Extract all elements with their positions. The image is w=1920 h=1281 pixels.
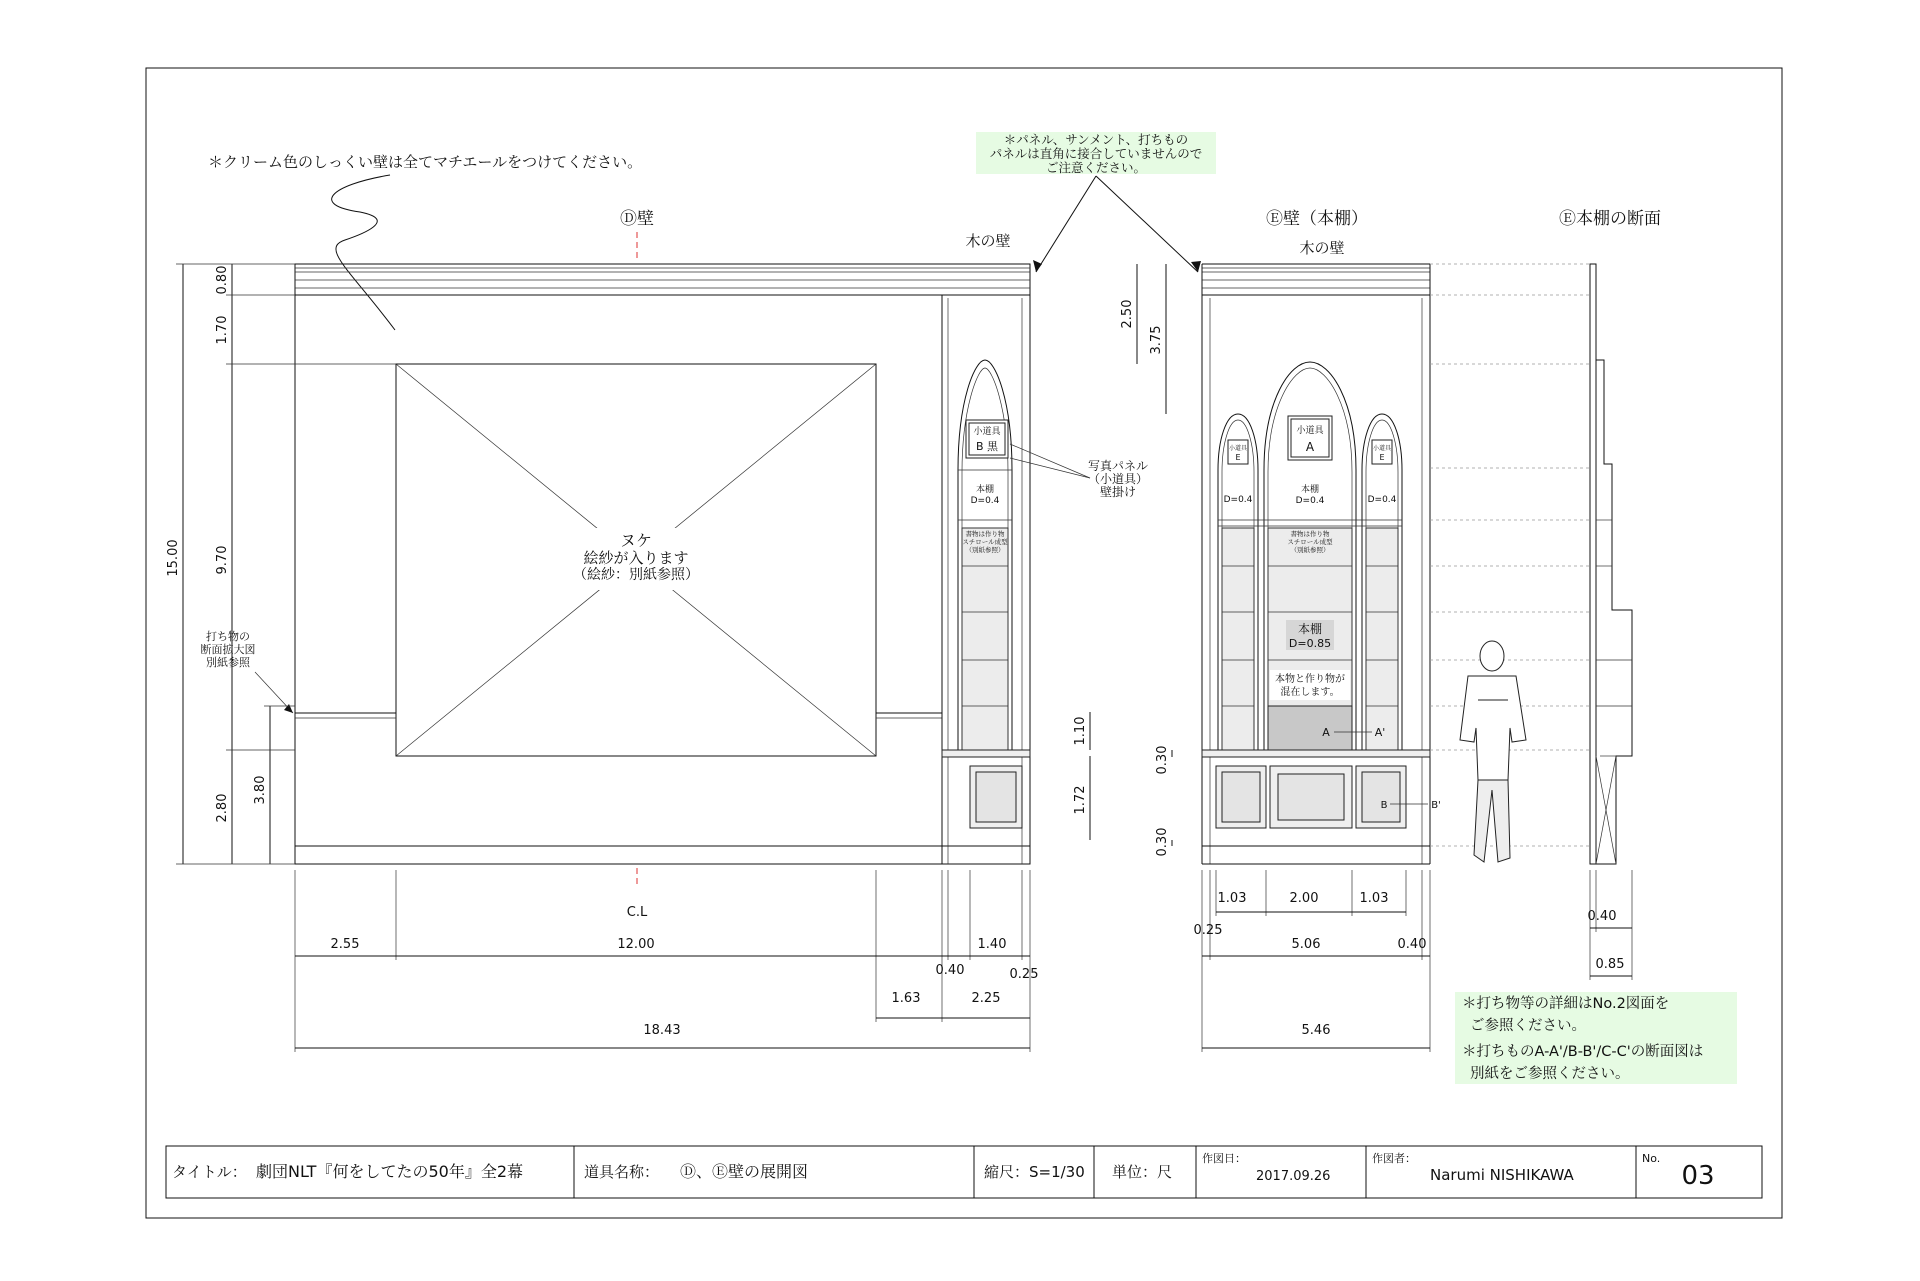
leader-line-left [1036,176,1096,272]
props-a-label-2: A [1305,440,1315,454]
note-bottom-right-line1: ＊打ち物等の詳細はNo.2図面を [1462,996,1670,1012]
note-bottom-right-line3: ＊打ちものA-A'/B-B'/C-C'の断面図は [1462,1044,1704,1060]
shelf-d-center-2: D=0.4 [1295,496,1325,506]
section-e-profile [1430,264,1632,864]
unit-value: 単位：尺 [1112,1163,1173,1181]
date-value: 2017.09.26 [1256,1169,1331,1184]
props-e-left-1: 小道具 [1228,445,1248,452]
dim-h-380: 3.80 [253,775,268,805]
dim-w-085: 0.85 [1595,957,1625,972]
heading-section-e: Ⓔ本棚の断面 [1559,209,1661,229]
shelf-d-left-2: D=0.4 [970,496,1000,506]
dim-h-280: 2.80 [215,793,230,823]
title-label: タイトル： [172,1163,247,1181]
title-value: 劇団NLT『何をしてたの50年』全2幕 [256,1162,523,1181]
props-e-left-2: E [1235,453,1241,462]
shelf-deep-2: D=0.85 [1288,637,1332,650]
dim-w-546: 5.46 [1301,1023,1331,1038]
section-b2: B' [1431,800,1441,811]
heading-wall-e: Ⓔ壁（本棚） [1266,209,1368,229]
dim-w-025b: 0.25 [1193,923,1223,938]
section-a: A [1322,726,1330,739]
opening-label-3: （絵紗：別紙参照） [573,567,699,583]
dim-w-103b: 1.03 [1359,891,1389,906]
books-note-1-1: 書物は作り物 [965,530,1005,538]
books-note-1-3: （別紙参照） [965,546,1005,554]
props-a-label-1: 小道具 [1296,426,1324,436]
leader-line-right [1096,176,1198,272]
molding-note-1: 打ち物の [206,630,250,643]
dim-h-1500: 15.00 [166,539,181,577]
shelf-d-left-1: 本棚 [975,485,995,495]
dim-w-040a: 0.40 [935,963,965,978]
scale-value: 縮尺：S=1/30 [984,1163,1085,1181]
note-top-center-line2: パネルは直角に接合していませんので [989,146,1203,161]
opening-label-2: 絵紗が入ります [583,549,689,567]
books-note-2-1: 書物は作り物 [1290,530,1330,538]
dim-w-506: 5.06 [1291,937,1321,952]
opening-label-1: ヌケ [619,531,653,550]
heading-wood-wall-2: 木の壁 [1299,239,1345,257]
dim-w-040b: 0.40 [1397,937,1427,952]
dim-h-375: 3.75 [1149,325,1164,355]
dim-w-1843: 18.43 [643,1023,681,1038]
item-label: 道具名称： [584,1163,660,1181]
note-top-center-line3: ご注意ください。 [1045,160,1147,175]
dim-w-025a: 0.25 [1009,967,1039,982]
heading-wall-d: Ⓓ壁 [620,209,654,229]
section-a2: A' [1374,726,1386,739]
shelf-e-left: D=0.4 [1223,495,1253,505]
date-label: 作図日： [1202,1152,1246,1165]
photo-panel-2: （小道具） [1087,472,1149,486]
note-bottom-right-line2: ご参照ください。 [1470,1018,1586,1034]
dim-h-970: 9.70 [215,545,230,575]
mixed-note-2: 混在します。 [1280,687,1340,698]
props-e-right-2: E [1379,453,1385,462]
props-e-right-1: 小道具 [1372,445,1392,452]
center-line-label: C.L [626,905,648,920]
human-scale-figure [1460,641,1526,862]
props-b-label-2: B 黒 [975,440,999,453]
dim-h-030a: 0.30 [1155,745,1170,775]
no-label: No. [1642,1152,1661,1165]
note-top-left: ＊クリーム色のしっくい壁は全てマチエールをつけてください。 [208,153,643,171]
dim-w-140: 1.40 [977,937,1007,952]
books-note-2-3: （別紙参照） [1290,546,1330,554]
leader-curve [332,175,395,330]
molding-note-2: 断面拡大図 [200,643,256,656]
shelf-e-right: D=0.4 [1367,495,1397,505]
shelf-deep-1: 本棚 [1297,622,1323,636]
books-note-1-2: スチロール成型 [962,538,1008,546]
dim-w-103a: 1.03 [1217,891,1247,906]
wall-e-elevation [1202,264,1441,864]
dim-h-170: 1.70 [215,315,230,345]
shelf-d-center-1: 本棚 [1300,485,1320,495]
author-value: Narumi NISHIKAWA [1430,1166,1574,1184]
dim-w-225: 2.25 [971,991,1001,1006]
note-bottom-right-line4: 別紙をご参照ください。 [1470,1066,1630,1082]
item-value: Ⓓ、Ⓔ壁の展開図 [680,1162,809,1181]
horizontal-dims [295,870,1632,1052]
mixed-note-1: 本物と作り物が [1275,674,1345,685]
dim-h-172: 1.72 [1073,785,1088,815]
props-b-label-1: 小道具 [973,427,1001,437]
dim-h-030b: 0.30 [1155,827,1170,857]
molding-note-3: 別紙参照 [206,656,250,669]
dim-h-080: 0.80 [215,265,230,295]
dim-w-200: 2.00 [1289,891,1319,906]
books-note-2-2: スチロール成型 [1287,538,1333,546]
no-value: 03 [1681,1161,1715,1191]
dim-w-040c: 0.40 [1587,909,1617,924]
photo-panel-3: 壁掛け [1099,485,1137,499]
dim-w-255: 2.55 [330,937,360,952]
section-b: B [1380,800,1388,811]
dim-h-250: 2.50 [1120,299,1135,329]
dim-h-110: 1.10 [1073,716,1088,746]
heading-wood-wall-1: 木の壁 [965,232,1011,250]
dim-w-163: 1.63 [891,991,921,1006]
photo-panel-1: 写真パネル [1087,459,1149,473]
note-top-center-line1: ＊パネル、サンメント、打ちもの [1003,132,1189,147]
author-label: 作図者： [1372,1152,1416,1165]
wall-d-elevation [295,232,1030,888]
dim-w-1200: 12.00 [617,937,655,952]
